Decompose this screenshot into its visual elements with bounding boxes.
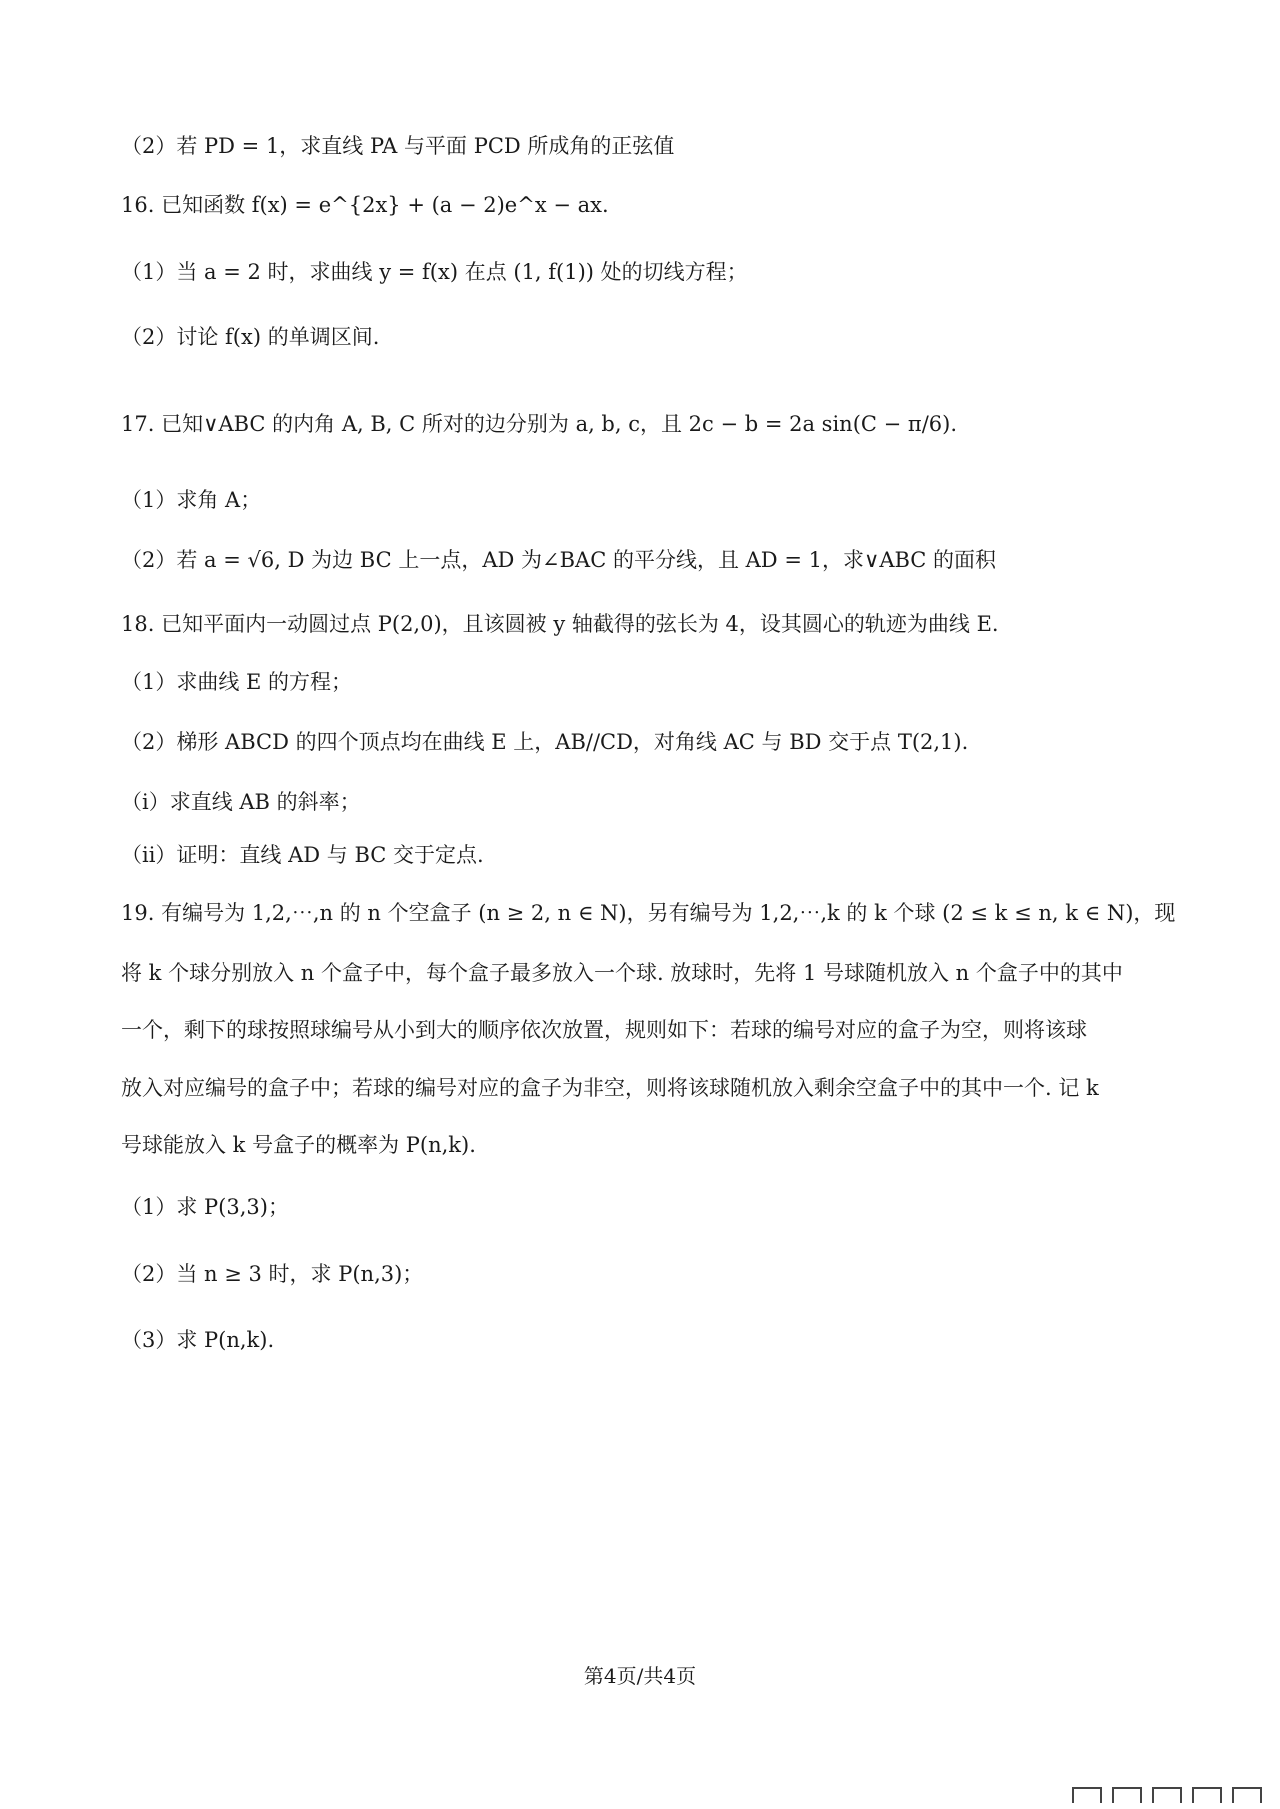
q18-part2-ii: （ii）证明：直线 AD 与 BC 交于定点. [121,843,484,867]
q19-stem-line5: 号球能放入 k 号盒子的概率为 P(n,k). [121,1133,476,1157]
scan-mark [1152,1787,1182,1803]
page-footer: 第4页/共4页 [583,1664,697,1688]
q18-stem: 18. 已知平面内一动圆过点 P(2,0)，且该圆被 y 轴截得的弦长为 4，设其圆心的轨迹为曲线 E. [121,612,999,636]
q19-part2: （2）当 n ≥ 3 时，求 P(n,3)； [121,1262,424,1286]
q18-part2-i: （i）求直线 AB 的斜率； [121,790,361,814]
q17-part2: （2）若 a = √6, D 为边 BC 上一点，AD 为∠BAC 的平分线，且 AD = 1，求∨ABC 的面积 [121,548,997,572]
q18-part1: （1）求曲线 E 的方程； [121,670,353,694]
q19-stem-line3: 一个，剩下的球按照球编号从小到大的顺序依次放置，规则如下：若球的编号对应的盒子为空，则将该球 [121,1018,1087,1042]
q15-part2: （2）若 PD = 1，求直线 PA 与平面 PCD 所成角的正弦值 [121,134,675,158]
q19-part1: （1）求 P(3,3)； [121,1195,289,1219]
scan-artifact [1022,1781,1262,1803]
q16-part2: （2）讨论 f(x) 的单调区间. [121,325,380,349]
scan-mark [1072,1787,1102,1803]
scan-mark [1232,1787,1262,1803]
q19-stem-line4: 放入对应编号的盒子中；若球的编号对应的盒子为非空，则将该球随机放入剩余空盒子中的其中一个. 记 k [121,1076,1099,1100]
q18-part2: （2）梯形 ABCD 的四个顶点均在曲线 E 上，AB//CD，对角线 AC 与 BD 交于点 T(2,1). [121,730,969,754]
scan-mark [1112,1787,1142,1803]
q17-stem: 17. 已知∨ABC 的内角 A, B, C 所对的边分别为 a, b, c，且 2c − b = 2a sin(C − π/6). [121,412,958,436]
q16-stem: 16. 已知函数 f(x) = e^{2x} + (a − 2)e^x − ax. [121,193,609,217]
q16-part1: （1）当 a = 2 时，求曲线 y = f(x) 在点 (1, f(1)) 处的切线方程； [121,260,748,284]
q19-part3: （3）求 P(n,k). [121,1328,275,1352]
scan-mark [1192,1787,1222,1803]
q19-stem-line2: 将 k 个球分别放入 n 个盒子中，每个盒子最多放入一个球. 放球时，先将 1 号球随机放入 n 个盒子中的其中 [121,961,1123,985]
q19-stem-line1: 19. 有编号为 1,2,⋯,n 的 n 个空盒子 (n ≥ 2, n ∈ N)，另有编号为 1,2,⋯,k 的 k 个球 (2 ≤ k ≤ n, k ∈ N)，现 [121,901,1176,925]
q17-part1: （1）求角 A； [121,488,262,512]
